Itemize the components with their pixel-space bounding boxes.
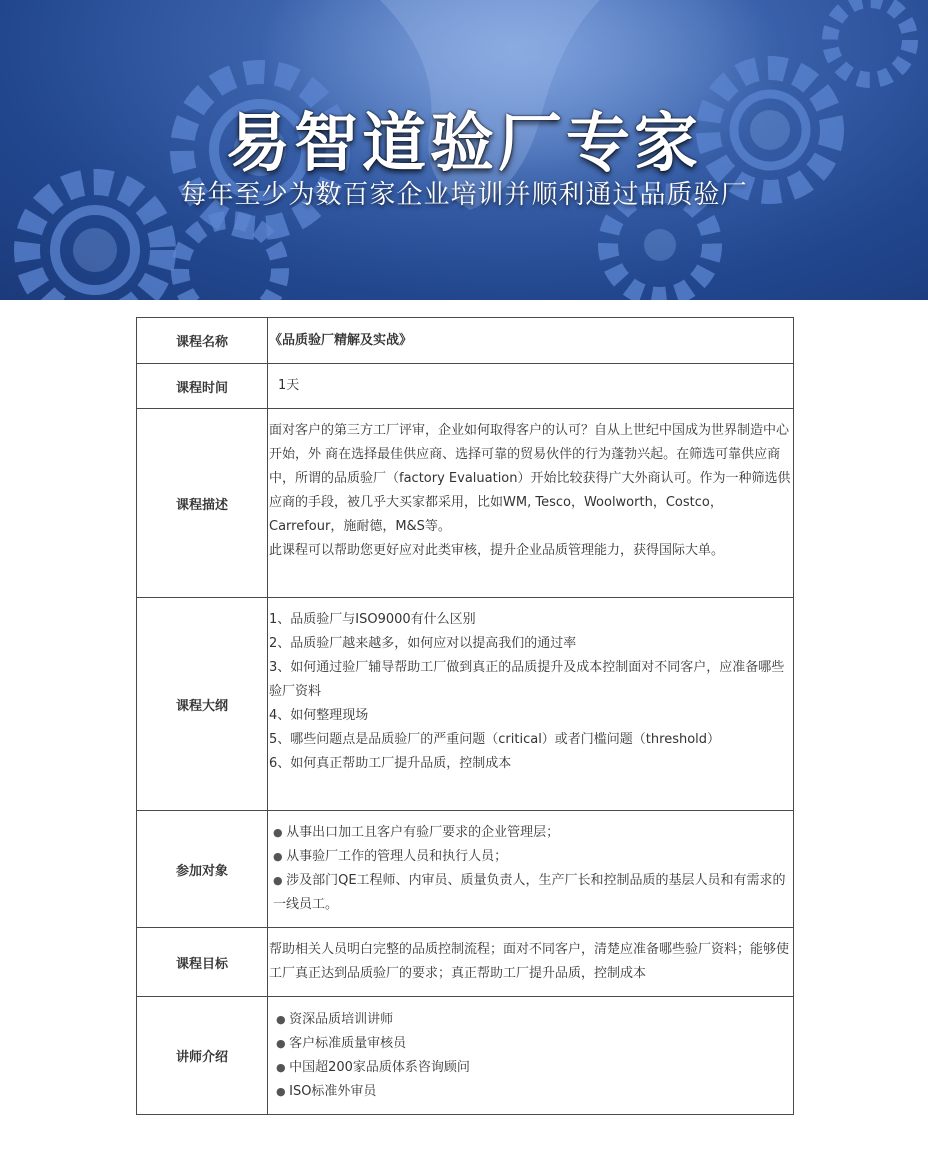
outline-item: 3、如何通过验厂辅导帮助工厂做到真正的品质提升及成本控制面对不同客户，应准备哪些验厂资料 (269, 660, 785, 699)
bullet-icon (276, 1012, 289, 1027)
audience-item-text: 从事出口加工且客户有验厂要求的企业管理层； (286, 825, 560, 840)
course-name-cell (268, 318, 794, 364)
course-description-cell (268, 409, 794, 598)
lecturer-item (276, 1032, 791, 1056)
row-course-outline (137, 598, 794, 811)
bullet-icon (276, 1060, 289, 1075)
course-description-label: 课程描述 (137, 409, 268, 598)
bullet-icon (273, 849, 286, 864)
course-time-cell (268, 364, 794, 409)
lecturer-cell (268, 997, 794, 1115)
banner-title: 易智道验厂专家 (226, 107, 702, 181)
course-goal-cell (268, 928, 794, 997)
outline-item: 6、如何真正帮助工厂提升品质，控制成本 (269, 756, 512, 771)
row-audience (137, 811, 794, 928)
audience-item-text: 涉及部门QE工程师、内审员、质量负责人，生产厂长和控制品质的基层人员和有需求的一线员工。 (273, 873, 786, 912)
lecturer-item (276, 1008, 791, 1032)
lecturer-item (276, 1056, 791, 1080)
outline-item: 1、品质验厂与ISO9000有什么区别 (269, 612, 476, 627)
course-goal-label: 课程目标 (137, 928, 268, 997)
outline-item: 4、如何整理现场 (269, 708, 369, 723)
lecturer-item-text: 客户标准质量审核员 (289, 1035, 407, 1051)
outline-item: 2、品质验厂越来越多，如何应对以提高我们的通过率 (269, 636, 577, 651)
course-description-text: 面对客户的第三方工厂评审，企业如何取得客户的认可？自从上世纪中国成为世界制造中心开始，外 商在选择最佳供应商、选择可靠的贸易伙伴的行为蓬勃兴起。在筛选可靠供应商中，所谓的品质验厂（factory Evaluation）开始比较获得广大外商认可。作为一种筛选供应商的手段，被几乎大买家都采用，比如WM, Tesco，Woolworth，Costco，Carrefour，施耐德，M&S等。 (269, 423, 791, 534)
outline-item: 5、哪些问题点是品质验厂的严重问题（critical）或者门槛问题（threshold） (269, 732, 721, 747)
course-outline-label: 课程大纲 (137, 598, 268, 811)
row-course-goal (137, 928, 794, 997)
course-outline-cell (268, 598, 794, 811)
audience-item-text: 从事验厂工作的管理人员和执行人员； (286, 849, 508, 864)
bullet-icon (276, 1036, 289, 1051)
course-description-closing: 此课程可以帮助您更好应对此类审核，提升企业品质管理能力，获得国际大单。 (269, 543, 725, 558)
audience-item (269, 845, 791, 869)
audience-label: 参加对象 (137, 811, 268, 928)
audience-cell (268, 811, 794, 928)
lecturer-item-text: ISO标准外审员 (289, 1083, 377, 1099)
row-lecturer (137, 997, 794, 1115)
course-goal-value: 帮助相关人员明白完整的品质控制流程；面对不同客户，清楚应准备哪些验厂资料；能够使工厂真正达到品质验厂的要求；真正帮助工厂提升品质，控制成本 (269, 942, 790, 981)
course-time-label: 课程时间 (137, 364, 268, 409)
bullet-icon (273, 825, 286, 840)
course-name-label: 课程名称 (137, 318, 268, 364)
lecturer-label: 讲师介绍 (137, 997, 268, 1115)
row-course-description (137, 409, 794, 598)
lecturer-item (276, 1080, 791, 1104)
row-course-time (137, 364, 794, 409)
audience-item (269, 869, 791, 917)
course-info-table (136, 317, 794, 1115)
hero-banner (0, 0, 928, 300)
lecturer-item-text: 中国超200家品质体系咨询顾问 (289, 1059, 470, 1075)
audience-item (269, 821, 791, 845)
lecturer-item-text: 资深品质培训讲师 (289, 1011, 394, 1027)
banner-subtitle: 每年至少为数百家企业培训并顺利通过品质验厂 (180, 180, 748, 210)
row-course-name (137, 318, 794, 364)
bullet-icon (276, 1084, 289, 1099)
course-time-value: 1天 (278, 378, 300, 393)
bullet-icon (273, 873, 286, 888)
course-name-value: 《品质验厂精解及实战》 (269, 332, 413, 348)
